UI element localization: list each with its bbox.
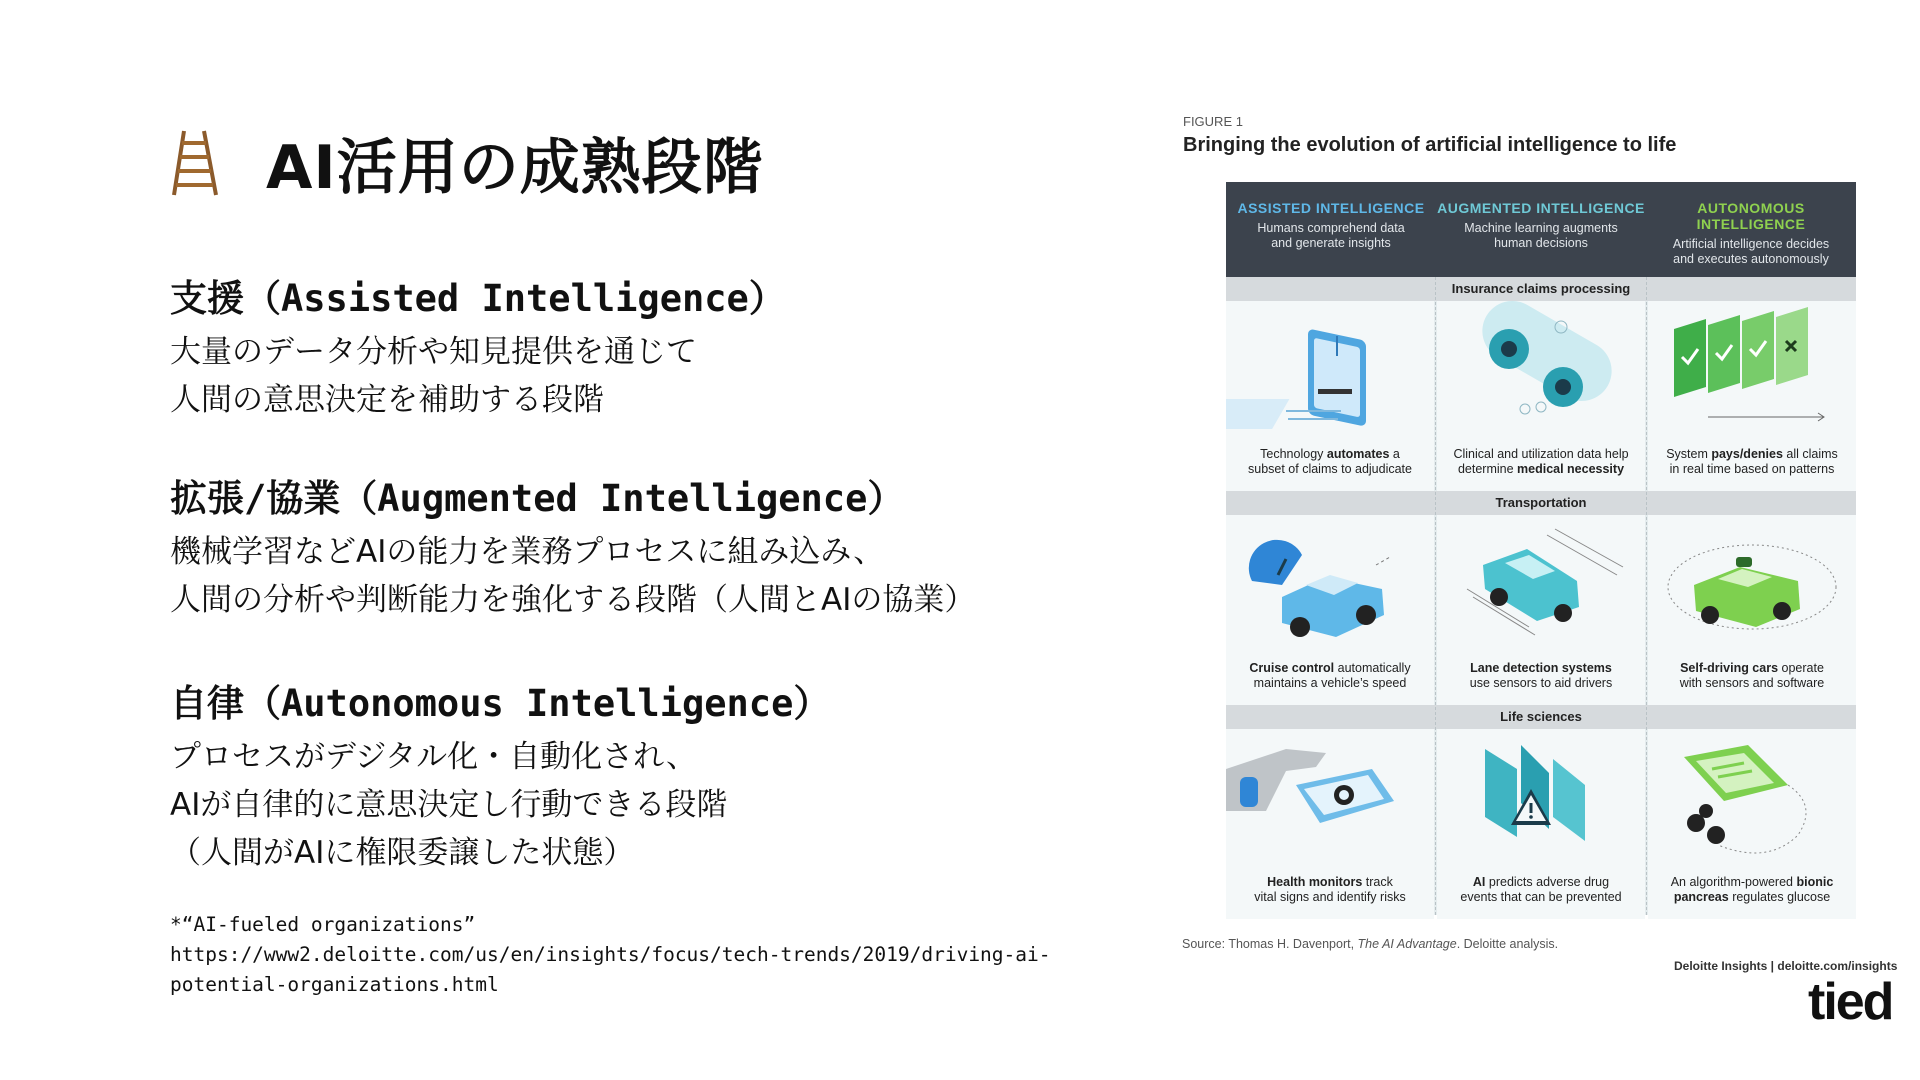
caption-line: events that can be prevented	[1460, 890, 1622, 904]
section-heading: 自律（Autonomous Intelligence）	[170, 682, 831, 725]
section-text: 機械学習などAIの能力を業務プロセスに組み込み、	[170, 534, 885, 570]
cell-caption	[1441, 875, 1641, 905]
caption-text: automatically	[1334, 661, 1411, 675]
caption-bold: medical necessity	[1517, 462, 1625, 476]
cell-caption	[1441, 447, 1641, 477]
caption-text: regulates glucose	[1728, 890, 1831, 904]
caption-bold: Cruise control	[1249, 661, 1335, 675]
source-book: The AI Advantage	[1357, 937, 1457, 951]
figure-title: Bringing the evolution of artificial intelligence to life	[1183, 134, 1677, 156]
section-text: プロセスがデジタル化・自動化され、	[170, 739, 697, 775]
caption-line	[1230, 447, 1430, 462]
column-desc	[1436, 221, 1646, 251]
column-divider	[1435, 277, 1436, 915]
column-header-augmented	[1436, 200, 1646, 251]
section-heading: 拡張/協業（Augmented Intelligence）	[170, 477, 905, 520]
column-title: AUTONOMOUS INTELLIGENCE	[1696, 200, 1806, 232]
column-desc	[1226, 221, 1436, 251]
column-divider	[1646, 277, 1647, 915]
cell-life-assisted	[1226, 729, 1434, 919]
footnote-url[interactable]: https://www2.deloitte.com/us/en/insights/focus/tech-trends/2019/driving-ai-	[170, 943, 1051, 966]
row-label-insurance: Insurance claims processing	[1226, 277, 1856, 301]
column-title: AUGMENTED INTELLIGENCE	[1437, 200, 1645, 216]
caption-line	[1441, 462, 1641, 477]
caption-bold: automates	[1326, 447, 1390, 461]
caption-line: in real time based on patterns	[1669, 462, 1835, 476]
caption-text: Technology	[1260, 447, 1327, 461]
tied-logo: tied	[1808, 973, 1893, 1031]
caption-line	[1652, 890, 1852, 905]
figure-grid	[1226, 182, 1856, 915]
column-desc-line: and generate insights	[1271, 236, 1391, 250]
column-desc-line: and executes autonomously	[1673, 252, 1829, 266]
caption-bold: AI	[1472, 875, 1486, 889]
source-text: . Deloitte analysis.	[1456, 937, 1559, 951]
caption-text: operate	[1778, 661, 1824, 675]
source-text: Source: Thomas H. Davenport,	[1182, 937, 1358, 951]
cell-insurance-autonomous	[1648, 301, 1856, 491]
section-text: AIが自律的に意思決定し行動できる段階	[170, 787, 728, 823]
caption-line: Clinical and utilization data help	[1453, 447, 1629, 461]
column-desc-line: Artificial intelligence decides	[1672, 237, 1830, 251]
column-desc-line: human decisions	[1494, 236, 1588, 250]
column-desc-line: Humans comprehend data	[1257, 221, 1405, 235]
cell-transport-assisted	[1226, 515, 1434, 705]
caption-line: maintains a vehicle’s speed	[1253, 676, 1407, 690]
caption-text: determine	[1457, 462, 1518, 476]
section-text: 大量のデータ分析や知見提供を通じて	[170, 334, 697, 370]
cell-caption	[1441, 661, 1641, 691]
cell-transport-augmented	[1437, 515, 1645, 705]
cell-caption	[1230, 447, 1430, 477]
caption-line	[1652, 447, 1852, 462]
caption-bold: Self-driving cars	[1680, 661, 1779, 675]
cell-caption	[1652, 447, 1852, 477]
caption-bold: bionic	[1796, 875, 1834, 889]
section-text: （人間がAIに権限委譲した状態）	[170, 835, 635, 871]
caption-line	[1230, 875, 1430, 890]
column-desc-line: Machine learning augments	[1464, 221, 1618, 235]
caption-line: subset of claims to adjudicate	[1248, 462, 1412, 476]
section-assisted	[170, 268, 786, 424]
caption-text: An algorithm-powered	[1670, 875, 1797, 889]
caption-bold: Health monitors	[1267, 875, 1363, 889]
section-text: 人間の分析や判断能力を強化する段階（人間とAIの協業）	[170, 582, 976, 618]
page-title: AI活用の成熟段階	[266, 133, 764, 203]
cell-life-augmented	[1437, 729, 1645, 919]
caption-line: use sensors to aid drivers	[1469, 676, 1613, 690]
caption-line	[1441, 661, 1641, 676]
cell-caption	[1652, 875, 1852, 905]
cell-insurance-augmented	[1437, 301, 1645, 491]
caption-text: System	[1666, 447, 1712, 461]
column-header-autonomous	[1646, 200, 1856, 267]
section-heading: 支援（Assisted Intelligence）	[170, 277, 786, 320]
section-text: 人間の意思決定を補助する段階	[170, 382, 604, 418]
caption-line: with sensors and software	[1679, 676, 1825, 690]
cell-life-autonomous	[1648, 729, 1856, 919]
caption-bold: Lane detection systems	[1470, 661, 1612, 675]
figure-source	[1182, 937, 1558, 951]
caption-text: track	[1362, 875, 1393, 889]
caption-line	[1652, 875, 1852, 890]
column-header-assisted	[1226, 200, 1436, 251]
ladder-icon	[170, 129, 222, 197]
cell-transport-autonomous	[1648, 515, 1856, 705]
caption-text: predicts adverse drug	[1485, 875, 1610, 889]
section-autonomous	[170, 673, 830, 877]
caption-bold: pancreas	[1673, 890, 1729, 904]
caption-line	[1230, 661, 1430, 676]
caption-text: a	[1389, 447, 1400, 461]
footnote-url[interactable]: potential-organizations.html	[170, 973, 499, 996]
figure-credit: Deloitte Insights | deloitte.com/insights	[1674, 959, 1898, 973]
caption-line	[1441, 875, 1641, 890]
caption-line: vital signs and identify risks	[1254, 890, 1406, 904]
cell-caption	[1652, 661, 1852, 691]
column-desc	[1646, 237, 1856, 267]
column-title: ASSISTED INTELLIGENCE	[1237, 200, 1425, 216]
caption-bold: pays/denies	[1711, 447, 1783, 461]
row-label-transportation: Transportation	[1226, 491, 1856, 515]
cell-insurance-assisted	[1226, 301, 1434, 491]
caption-text: all claims	[1782, 447, 1838, 461]
figure-label: FIGURE 1	[1183, 114, 1243, 129]
title-row	[170, 120, 764, 206]
cell-caption	[1230, 661, 1430, 691]
column-header-band	[1226, 182, 1856, 277]
footnote-title: *“AI-fueled organizations”	[170, 913, 476, 936]
row-label-life-sciences: Life sciences	[1226, 705, 1856, 729]
caption-line	[1652, 661, 1852, 676]
section-augmented	[170, 468, 975, 624]
cell-caption	[1230, 875, 1430, 905]
footnote	[170, 910, 1051, 1000]
